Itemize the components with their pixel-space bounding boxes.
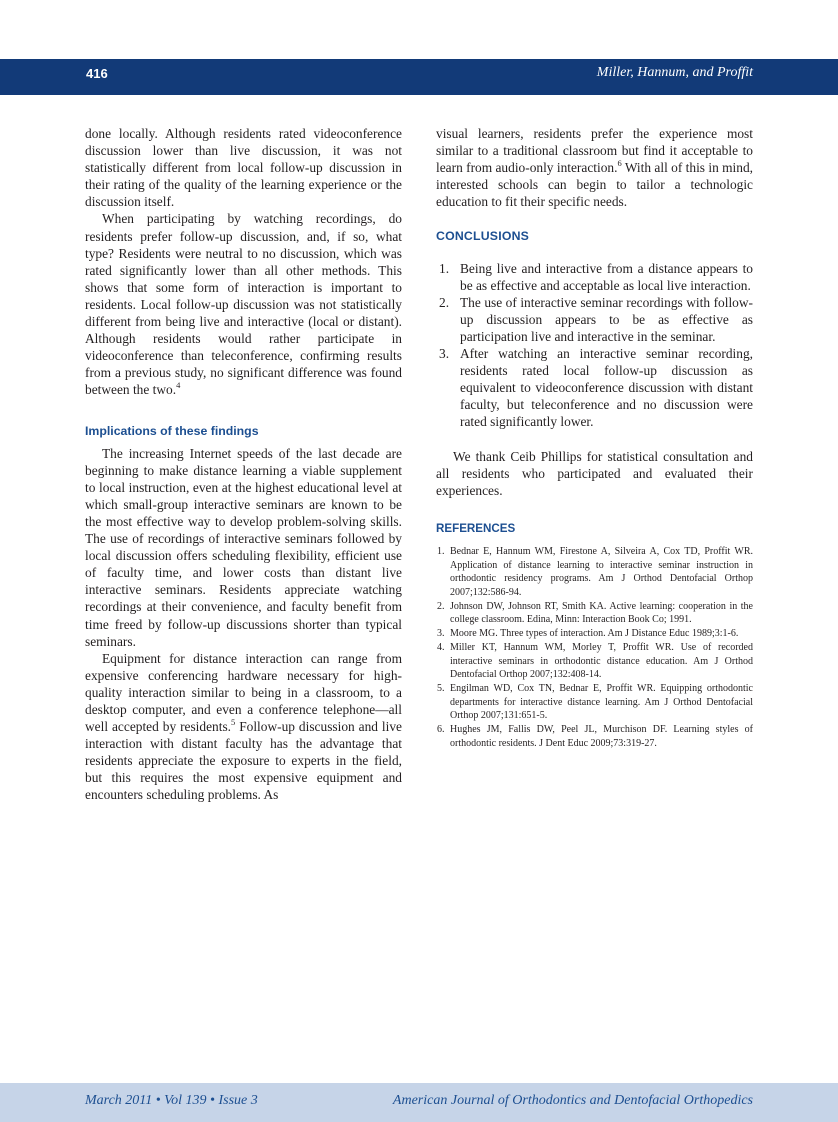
conclusion-item [436, 345, 753, 430]
page-number: 416 [86, 66, 108, 81]
references-list [436, 545, 753, 751]
reference-item [436, 627, 753, 641]
paragraph-text: When participating by watching recordings, do residents prefer follow-up discussion, and, if so, what type? Residents were neutral to no discussion, which was rated significantly lower than all other methods. This shows that some form of interaction is important to residents. Local follow-up discussion was not statistically different from being live and interactive (local or distant). Although residents would rather participate in videoconference than teleconference, confirming results from a previous study, no significant difference was found between the two. [85, 211, 402, 398]
conclusion-number: 1. [439, 260, 450, 276]
conclusions-list [436, 260, 753, 431]
journal-name: American Journal of Orthodontics and Dentofacial Orthopedics [392, 1093, 753, 1108]
paragraph-text: Follow-up discussion and live interaction with distant faculty has the advantage that residents appreciate the exposure to experts in the field, but this requires the most expensive equipment and encounters scheduling problems. As [85, 719, 402, 803]
paragraph-text: Equipment for distance interaction can range from expensive conferencing hardware necessary for high-quality interaction similar to being in a classroom, to a desktop computer, and even a conference telephone—all well accepted by residents. [85, 650, 402, 735]
reference-text: Moore MG. Three types of interaction. Am J Distance Educ 1989;3:1-6. [450, 628, 739, 640]
reference-item [436, 545, 753, 600]
reference-number: 1. [437, 545, 445, 557]
reference-item [436, 600, 753, 627]
reference-text: Johnson DW, Johnson RT, Smith KA. Active learning: cooperation in the college classroom. Edina, Minn: Interaction Book Co; 1991. [450, 600, 753, 626]
paragraph [436, 125, 753, 210]
paragraph: done locally. Although residents rated videoconference discussion lower than live discussion, it was not statistically different from local follow-up discussion in their rating of the quality of the learning experience or the discussion itself. [85, 126, 402, 210]
conclusion-number: 2. [439, 294, 450, 310]
conclusion-number: 3. [439, 346, 450, 362]
conclusions-heading: CONCLUSIONS [436, 229, 530, 244]
conclusion-text: Being live and interactive from a distance appears to be as effective and acceptable as local live interaction. [460, 260, 753, 293]
references-heading: REFERENCES [436, 521, 516, 535]
citation-ref[interactable]: 4 [176, 379, 181, 390]
right-column [436, 125, 753, 750]
paragraph-text: With all of this in mind, interested schools can begin to tailor a technologic education to fit their specific needs. [436, 160, 753, 210]
running-head: Miller, Hannum, and Proffit [596, 65, 753, 80]
reference-number: 4. [437, 641, 445, 653]
reference-number: 5. [437, 682, 445, 694]
acknowledgment: We thank Ceib Phillips for statistical consultation and all residents who participated and evaluated their experiences. [436, 448, 753, 498]
subsection-heading: Implications of these findings [85, 423, 259, 438]
reference-text: Hughes JM, Fallis DW, Peel JL, Murchison DF. Learning styles of orthodontic residents. J Dent Educ 2009;73:319-27. [450, 724, 753, 749]
paragraph-text: visual learners, residents prefer the experience most similar to a traditional classroom but find it acceptable to learn from audio-only interaction. [436, 126, 753, 176]
left-column [85, 125, 402, 804]
reference-item [436, 641, 753, 682]
paragraph [85, 650, 402, 804]
reference-text: Engilman WD, Cox TN, Bednar E, Proffit WR. Equipping orthodontic departments for interactive distance learning. Am J Orthod Dentofacial Orthop 2007;131:651-5. [450, 682, 753, 722]
reference-number: 6. [437, 724, 445, 736]
reference-text: Bednar E, Hannum WM, Firestone A, Silveira A, Cox TD, Proffit WR. Application of distance learning to interactive seminar instruction in orthodontic residency programs. Am J Orthod Dentofacial Orthop 2007;132:586-94. [450, 545, 753, 598]
reference-number: 3. [437, 628, 445, 640]
conclusion-item [436, 260, 753, 294]
reference-number: 2. [437, 600, 445, 612]
page-header [0, 59, 838, 95]
issue-info: March 2011 • Vol 139 • Issue 3 [85, 1093, 258, 1108]
reference-text: Miller KT, Hannum WM, Morley T, Proffit WR. Use of recorded interactive seminars in orthodontic distance education. Am J Orthod Dentofacial Orthop 2007;132:408-14. [450, 641, 753, 681]
conclusion-text: After watching an interactive seminar recording, residents rated local follow-up discussion as equivalent to videoconference discussion with distant faculty, but teleconference and no discussion were rated significantly lower. [460, 346, 753, 430]
conclusion-item [436, 294, 753, 345]
citation-ref[interactable]: 5 [231, 716, 236, 727]
reference-item [436, 723, 753, 750]
paragraph: The increasing Internet speeds of the last decade are beginning to make distance learning a viable supplement to local instruction, even at the highest educational level at which small-group interactive seminars are known to be the most effective way to develop problem-solving skills. The use of recordings of interactive seminars followed by local discussion offers scheduling flexibility, efficient use of faculty time, and lower costs than distant live interactive seminars. Residents appreciate watching recordings at their convenience, and faculty benefit from time freed by follow-up discussions shorter than typical seminars. [85, 445, 402, 649]
conclusion-text: The use of interactive seminar recordings with follow-up discussion appears to be as effective as participation live and interactive in the seminar. [460, 294, 753, 344]
reference-item [436, 682, 753, 723]
page-footer [0, 1083, 838, 1122]
paragraph [85, 210, 402, 398]
citation-ref[interactable]: 6 [617, 157, 622, 168]
